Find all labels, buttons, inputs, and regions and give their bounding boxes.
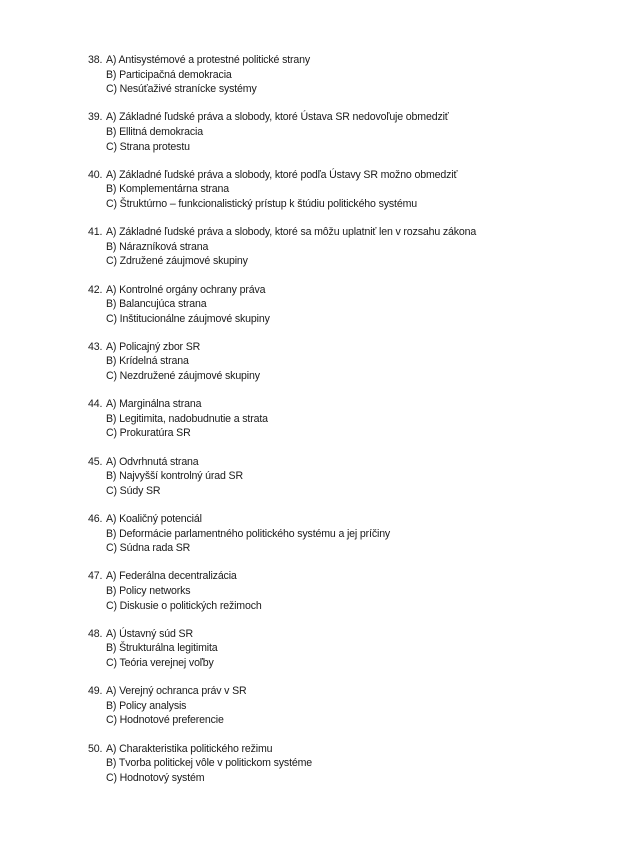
option-a: A) Ústavný súd SR <box>106 627 193 640</box>
option-c: C) Strana protestu <box>106 140 190 153</box>
question-item <box>88 684 588 728</box>
question-number: 43. <box>88 340 103 353</box>
question-number: 50. <box>88 742 103 755</box>
option-c: C) Združené záujmové skupiny <box>106 255 248 268</box>
option-c: C) Hodnotový systém <box>106 771 205 784</box>
option-b: B) Komplementárna strana <box>106 183 229 196</box>
question-item <box>88 742 588 786</box>
option-a: A) Základné ľudské práva a slobody, ktoré Ústava SR nedovoľuje obmedziť <box>106 111 449 124</box>
question-line-a <box>88 283 588 298</box>
option-c: C) Súdna rada SR <box>106 542 191 555</box>
option-c: C) Inštitucionálne záujmové skupiny <box>106 312 270 325</box>
option-a: A) Marginálna strana <box>106 398 202 411</box>
question-list <box>88 53 588 799</box>
option-b: B) Krídelná strana <box>106 355 189 368</box>
question-number: 49. <box>88 685 103 698</box>
option-a: A) Verejný ochranca práv v SR <box>106 685 247 698</box>
question-item <box>88 397 588 441</box>
option-c: C) Teória verejnej voľby <box>106 656 214 669</box>
option-a: A) Koaličný potenciál <box>106 513 202 525</box>
question-number: 39. <box>88 111 103 124</box>
question-line-a <box>88 455 588 470</box>
question-number: 45. <box>88 455 103 468</box>
option-b: B) Ellitná demokracia <box>106 125 203 138</box>
option-b: B) Nárazníková strana <box>106 240 209 253</box>
option-b: B) Participačná demokracia <box>106 68 232 81</box>
option-a: A) Kontrolné orgány ochrany práva <box>106 283 266 296</box>
option-b: B) Policy networks <box>106 584 191 597</box>
question-number: 42. <box>88 283 103 296</box>
question-item <box>88 455 588 499</box>
question-line-a <box>88 627 588 642</box>
option-c: C) Diskusie o politických režimoch <box>106 599 262 612</box>
question-item <box>88 512 588 556</box>
question-number: 48. <box>88 627 103 640</box>
question-line-a <box>88 684 588 699</box>
option-b: B) Balancujúca strana <box>106 298 207 311</box>
question-line-a <box>88 742 588 757</box>
option-b: B) Najvyšší kontrolný úrad SR <box>106 470 243 483</box>
option-b: B) Legitimita, nadobudnutie a strata <box>106 412 268 425</box>
option-a: A) Charakteristika politického režimu <box>106 742 273 755</box>
option-c: C) Nesúťaživé stranícke systémy <box>106 83 257 96</box>
question-line-a <box>88 397 588 412</box>
option-b: B) Tvorba politickej vôle v politickom systéme <box>106 757 313 770</box>
question-line-a <box>88 569 588 584</box>
option-b: B) Policy analysis <box>106 699 187 712</box>
option-c: C) Prokuratúra SR <box>106 427 191 440</box>
option-a: A) Federálna decentralizácia <box>106 570 237 583</box>
question-line-a <box>88 225 588 240</box>
question-item <box>88 110 588 154</box>
option-c: C) Štruktúrno – funkcionalistický prístup k štúdiu politického systému <box>106 197 417 210</box>
question-item <box>88 283 588 327</box>
question-item <box>88 340 588 384</box>
option-b: B) Deformácie parlamentného politického systému a jej príčiny <box>106 527 391 540</box>
question-number: 41. <box>88 226 103 239</box>
option-c: C) Nezdružené záujmové skupiny <box>106 370 260 383</box>
question-item <box>88 627 588 671</box>
question-line-a <box>88 340 588 355</box>
option-a: A) Základné ľudské práva a slobody, ktoré podľa Ústavy SR možno obmedziť <box>106 168 458 181</box>
question-number: 47. <box>88 570 103 583</box>
option-a: A) Antisystémové a protestné politické strany <box>106 54 311 66</box>
question-line-a <box>88 512 588 527</box>
question-number: 44. <box>88 398 103 411</box>
question-line-a <box>88 53 588 68</box>
question-item <box>88 168 588 212</box>
question-item <box>88 225 588 269</box>
question-line-a <box>88 110 588 125</box>
question-number: 38. <box>88 54 103 66</box>
question-line-a <box>88 168 588 183</box>
question-item <box>88 569 588 613</box>
question-item <box>88 53 588 97</box>
question-number: 40. <box>88 168 103 181</box>
option-a: A) Policajný zbor SR <box>106 340 201 353</box>
option-c: C) Hodnotové preferencie <box>106 714 224 727</box>
option-a: A) Základné ľudské práva a slobody, ktoré sa môžu uplatniť len v rozsahu zákona <box>106 226 477 239</box>
option-c: C) Súdy SR <box>106 484 161 497</box>
question-number: 46. <box>88 513 103 525</box>
option-b: B) Štrukturálna legitimita <box>106 642 218 655</box>
option-a: A) Odvrhnutá strana <box>106 455 199 468</box>
